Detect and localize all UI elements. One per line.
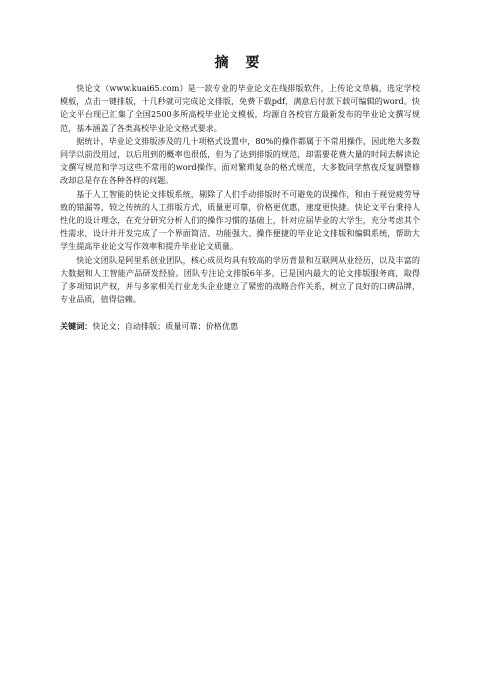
- keywords-line: [60, 320, 420, 333]
- abstract-paragraph-1: 快论文（www.kuai65.com）是一款专业的毕业论文在线排版软件，上传论文草稿，选定学校模板，点击一键排版，十几秒就可完成论文排版，免费下载pdf，满意后付款下载可编辑的word。快论文平台现已汇集了全国2500多所高校毕业论文模板，均源自各校官方最新发布的毕业论文撰写规范，基本涵盖了各类高校毕业论文格式要求。: [60, 83, 420, 133]
- abstract-paragraph-4: 快论文团队是阿里系创业团队，核心成员均具有较高的学历背景和互联网从业经历，以及丰富的大数据和人工智能产品研发经验。团队专注论文排版6年多，已是国内最大的论文排版服务商，取得了多项知识产权，并与多家相关行业龙头企业建立了紧密的战略合作关系，树立了良好的口碑品牌，专业品质，值得信赖。: [60, 254, 420, 305]
- abstract-paragraph-3: 基于人工智能的快论文排版系统，剔除了人们手动排版时不可避免的误操作，和由于视觉疲劳导致的错漏等，较之传统的人工排版方式，质量更可靠，价格更优惠，速度更快捷。快论文平台秉持人性化的设计理念，在充分研究分析人们的操作习惯的基础上，针对应届毕业的大学生，充分考虑其个性需求，设计并开发完成了一个界面简洁、功能强大、操作便捷的毕业论文排版和编辑系统，帮助大学生提高毕业论文写作效率和提升毕业论文质量。: [60, 188, 420, 252]
- keywords-label: 关键词：: [60, 321, 93, 332]
- abstract-title: 摘 要: [214, 55, 266, 71]
- abstract-paragraph-2: 据统计，毕业论文排版涉及的几十项格式设置中，80%的操作都属于不常用操作，因此绝大多数同学以前没用过，以后用到的概率也很低，但为了达到排版的规范，却需要花费大量的时间去解读论文撰写规范和学习这些不常用的word操作。面对繁琐复杂的格式规范，大多数同学熬夜反复调整修改却总是存在各种各样的问题。: [60, 135, 420, 186]
- keywords-text: 快论文；自动排版；质量可靠；价格优惠: [92, 321, 239, 332]
